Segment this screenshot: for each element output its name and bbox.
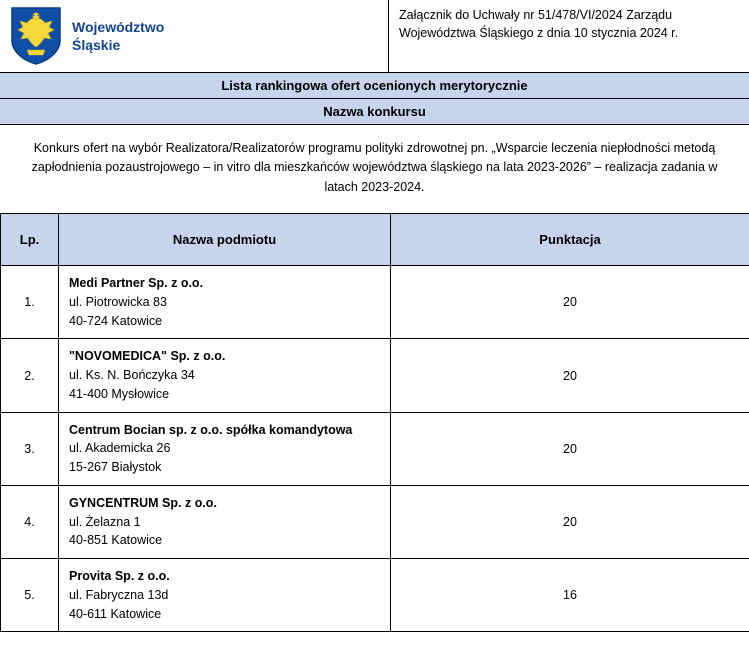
- row-index: 2.: [1, 339, 59, 412]
- entity-name: Medi Partner Sp. z o.o.: [69, 276, 204, 291]
- entity-street: ul. Żelazna 1: [69, 514, 141, 529]
- entity-city: 40-611 Katowice: [69, 606, 162, 621]
- row-points: 20: [391, 339, 749, 412]
- entity-city: 41-400 Mysłowice: [69, 386, 170, 401]
- entity-street: ul. Akademicka 26: [69, 441, 171, 456]
- logo-text: [72, 18, 164, 54]
- document-header: [0, 0, 749, 73]
- row-points: 20: [391, 485, 749, 558]
- row-points: 16: [391, 559, 749, 632]
- row-index: 4.: [1, 485, 59, 558]
- contest-description: Konkurs ofert na wybór Realizatora/Realizatorów programu polityki zdrowotnej pn. „Wsparcie leczenia niepłodności metodą zapłodnienia pozaustrojowego – in vitro dla mieszkańców województwa śląskiego na lata 2023-2026” – realizacja zadania w latach 2023-2024.: [0, 125, 749, 214]
- table-row: [1, 266, 749, 339]
- table-row: [1, 485, 749, 558]
- row-entity: [59, 339, 391, 412]
- table-row: [1, 339, 749, 412]
- table-row: [1, 412, 749, 485]
- logo-line-1: Województwo: [72, 18, 165, 35]
- table-header-row: [1, 214, 749, 266]
- entity-name: Centrum Bocian sp. z o.o. spółka komandytowa: [69, 422, 353, 437]
- entity-city: 40-851 Katowice: [69, 533, 163, 548]
- entity-name: Provita Sp. z o.o.: [69, 569, 170, 584]
- entity-city: 40-724 Katowice: [69, 313, 163, 328]
- row-index: 5.: [1, 559, 59, 632]
- entity-street: ul. Ks. N. Bończyka 34: [69, 368, 195, 383]
- annex-reference: [389, 0, 749, 72]
- entity-street: ul. Piotrowicka 83: [69, 294, 167, 309]
- row-entity: [59, 485, 391, 558]
- row-entity: [59, 412, 391, 485]
- ranking-table: [0, 214, 749, 632]
- entity-street: ul. Fabryczna 13d: [69, 587, 169, 602]
- logo-block: [0, 0, 389, 72]
- annex-line-1: Załącznik do Uchwały nr 51/478/VI/2024 Zarządu: [399, 8, 673, 22]
- silesia-coat-of-arms-icon: [10, 6, 62, 66]
- entity-name: "NOVOMEDICA" Sp. z o.o.: [69, 349, 226, 364]
- column-header-lp: Lp.: [1, 214, 59, 266]
- logo-line-2: Śląskie: [72, 37, 121, 53]
- row-index: 1.: [1, 266, 59, 339]
- row-index: 3.: [1, 412, 59, 485]
- column-header-name: Nazwa podmiotu: [59, 214, 391, 266]
- table-row: [1, 559, 749, 632]
- column-header-points: Punktacja: [391, 214, 749, 266]
- document-title-band: Lista rankingowa ofert ocenionych merytorycznie: [0, 73, 749, 99]
- contest-name-band: Nazwa konkursu: [0, 99, 749, 125]
- row-points: 20: [391, 412, 749, 485]
- annex-line-2: Województwa Śląskiego z dnia 10 stycznia 2024 r.: [399, 26, 679, 41]
- entity-city: 15-267 Białystok: [69, 460, 162, 475]
- row-entity: [59, 266, 391, 339]
- row-points: 20: [391, 266, 749, 339]
- entity-name: GYNCENTRUM Sp. z o.o.: [69, 495, 217, 510]
- row-entity: [59, 559, 391, 632]
